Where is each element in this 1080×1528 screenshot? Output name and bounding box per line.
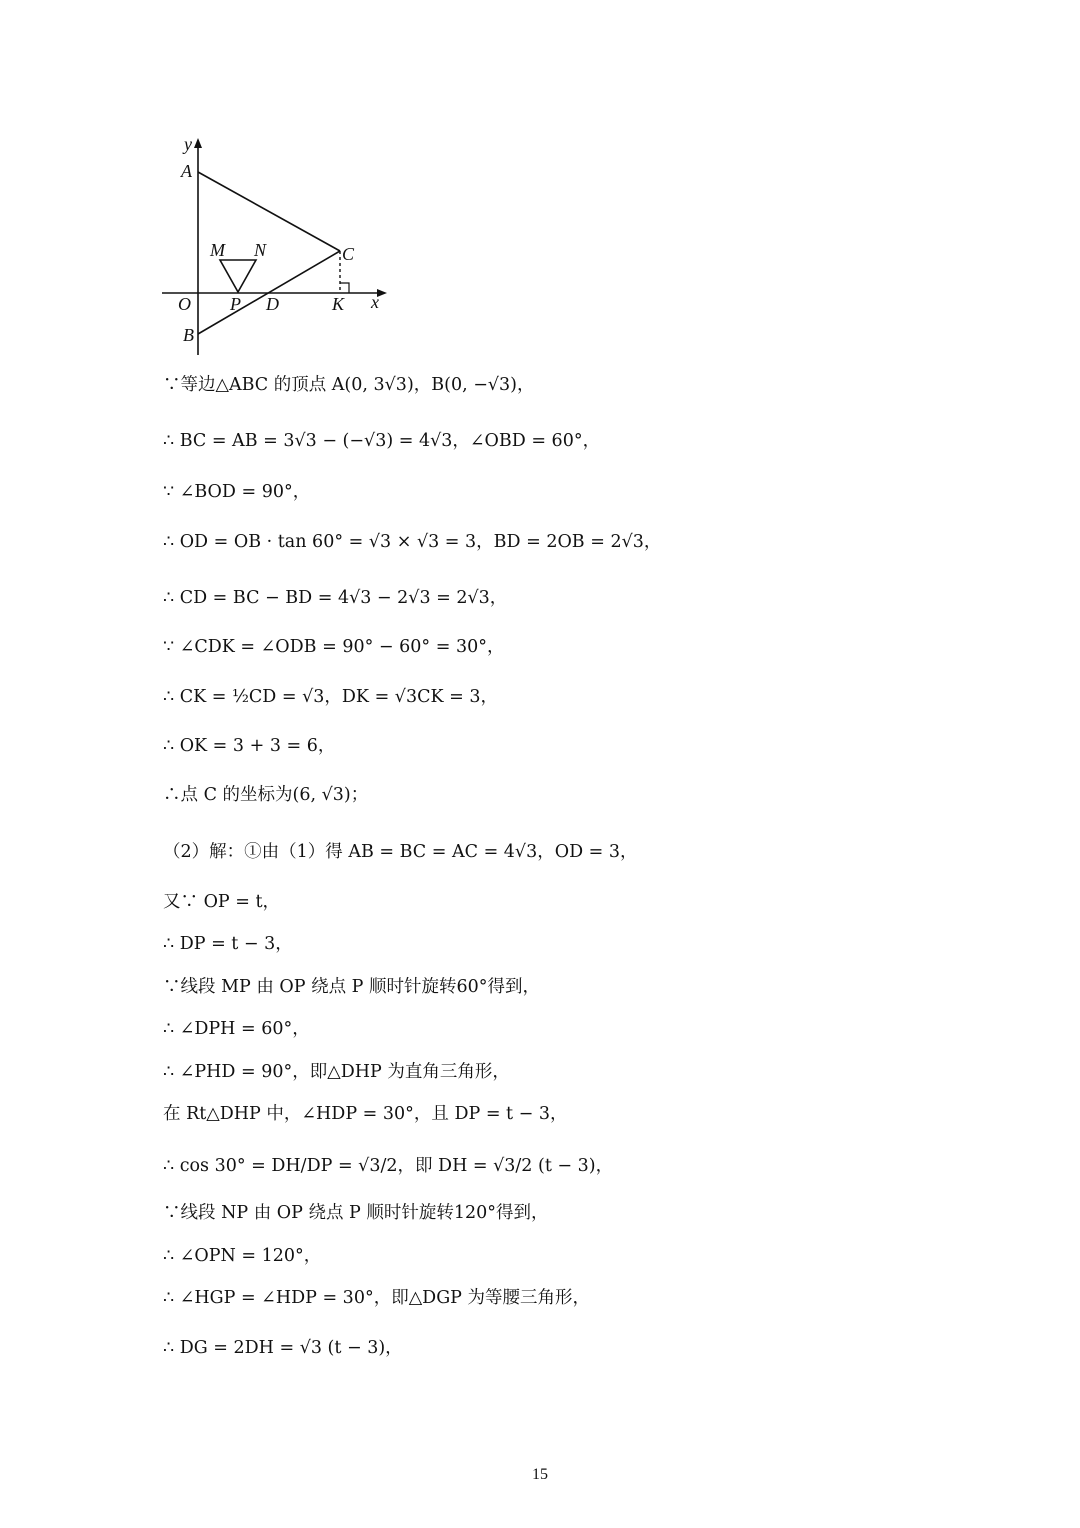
solution-line-3: ∵ ∠BOD = 90°， [163, 482, 311, 502]
solution-line-12: ∴ DP = t − 3， [163, 934, 293, 954]
solution-line-4: ∴ OD = OB · tan 60° = √3 × √3 = 3，BD = 2OB = 2√3， [163, 532, 662, 552]
solution-line-10: （2）解：①由（1）得 AB = BC = AC = 4√3，OD = 3， [163, 842, 638, 862]
label-N: N [254, 240, 267, 260]
solution-line-11: 又∵ OP = t， [163, 892, 281, 912]
label-D: D [266, 294, 279, 314]
geometry-figure [150, 130, 400, 365]
solution-line-19: ∴ ∠OPN = 120°， [163, 1246, 322, 1266]
right-angle-mark [340, 283, 349, 293]
solution-line-9: ∴点 C 的坐标为(6, √3)； [163, 785, 369, 805]
solution-line-18: ∵线段 NP 由 OP 绕点 P 顺时针旋转120°得到， [163, 1203, 549, 1223]
label-P: P [230, 294, 241, 314]
label-C: C [342, 244, 355, 264]
solution-line-5: ∴ CD = BC − BD = 4√3 − 2√3 = 2√3， [163, 588, 508, 608]
solution-line-16: 在 Rt△DHP 中，∠HDP = 30°，且 DP = t − 3， [163, 1104, 568, 1124]
solution-line-21: ∴ DG = 2DH = √3 (t − 3)， [163, 1338, 403, 1358]
solution-line-8: ∴ OK = 3 + 3 = 6， [163, 736, 336, 756]
solution-line-13: ∵线段 MP 由 OP 绕点 P 顺时针旋转60°得到， [163, 977, 540, 997]
solution-line-17: ∴ cos 30° = DH/DP = √3/2，即 DH = √3/2 (t − 3)， [163, 1156, 614, 1176]
label-A: A [181, 161, 192, 181]
solution-line-2: ∴ BC = AB = 3√3 − (−√3) = 4√3，∠OBD = 60°， [163, 431, 601, 451]
page-number: 15 [532, 1466, 548, 1483]
solution-line-1: ∵等边△ABC 的顶点 A(0, 3√3)，B(0, −√3)， [163, 375, 535, 395]
y-axis-arrow [194, 138, 202, 148]
label-x: x [371, 292, 379, 312]
solution-line-15: ∴ ∠PHD = 90°，即△DHP 为直角三角形， [163, 1062, 510, 1082]
label-y: y [184, 134, 192, 154]
solution-line-6: ∵ ∠CDK = ∠ODB = 90° − 60° = 30°， [163, 637, 505, 657]
solution-line-20: ∴ ∠HGP = ∠HDP = 30°，即△DGP 为等腰三角形， [163, 1288, 591, 1308]
label-M: M [210, 240, 225, 260]
solution-line-7: ∴ CK = ½CD = √3，DK = √3CK = 3， [163, 687, 498, 707]
label-B: B [183, 325, 194, 345]
label-K: K [332, 294, 345, 314]
solution-line-14: ∴ ∠DPH = 60°， [163, 1019, 310, 1039]
label-O: O [178, 294, 191, 314]
triangle-MNP [220, 260, 256, 292]
